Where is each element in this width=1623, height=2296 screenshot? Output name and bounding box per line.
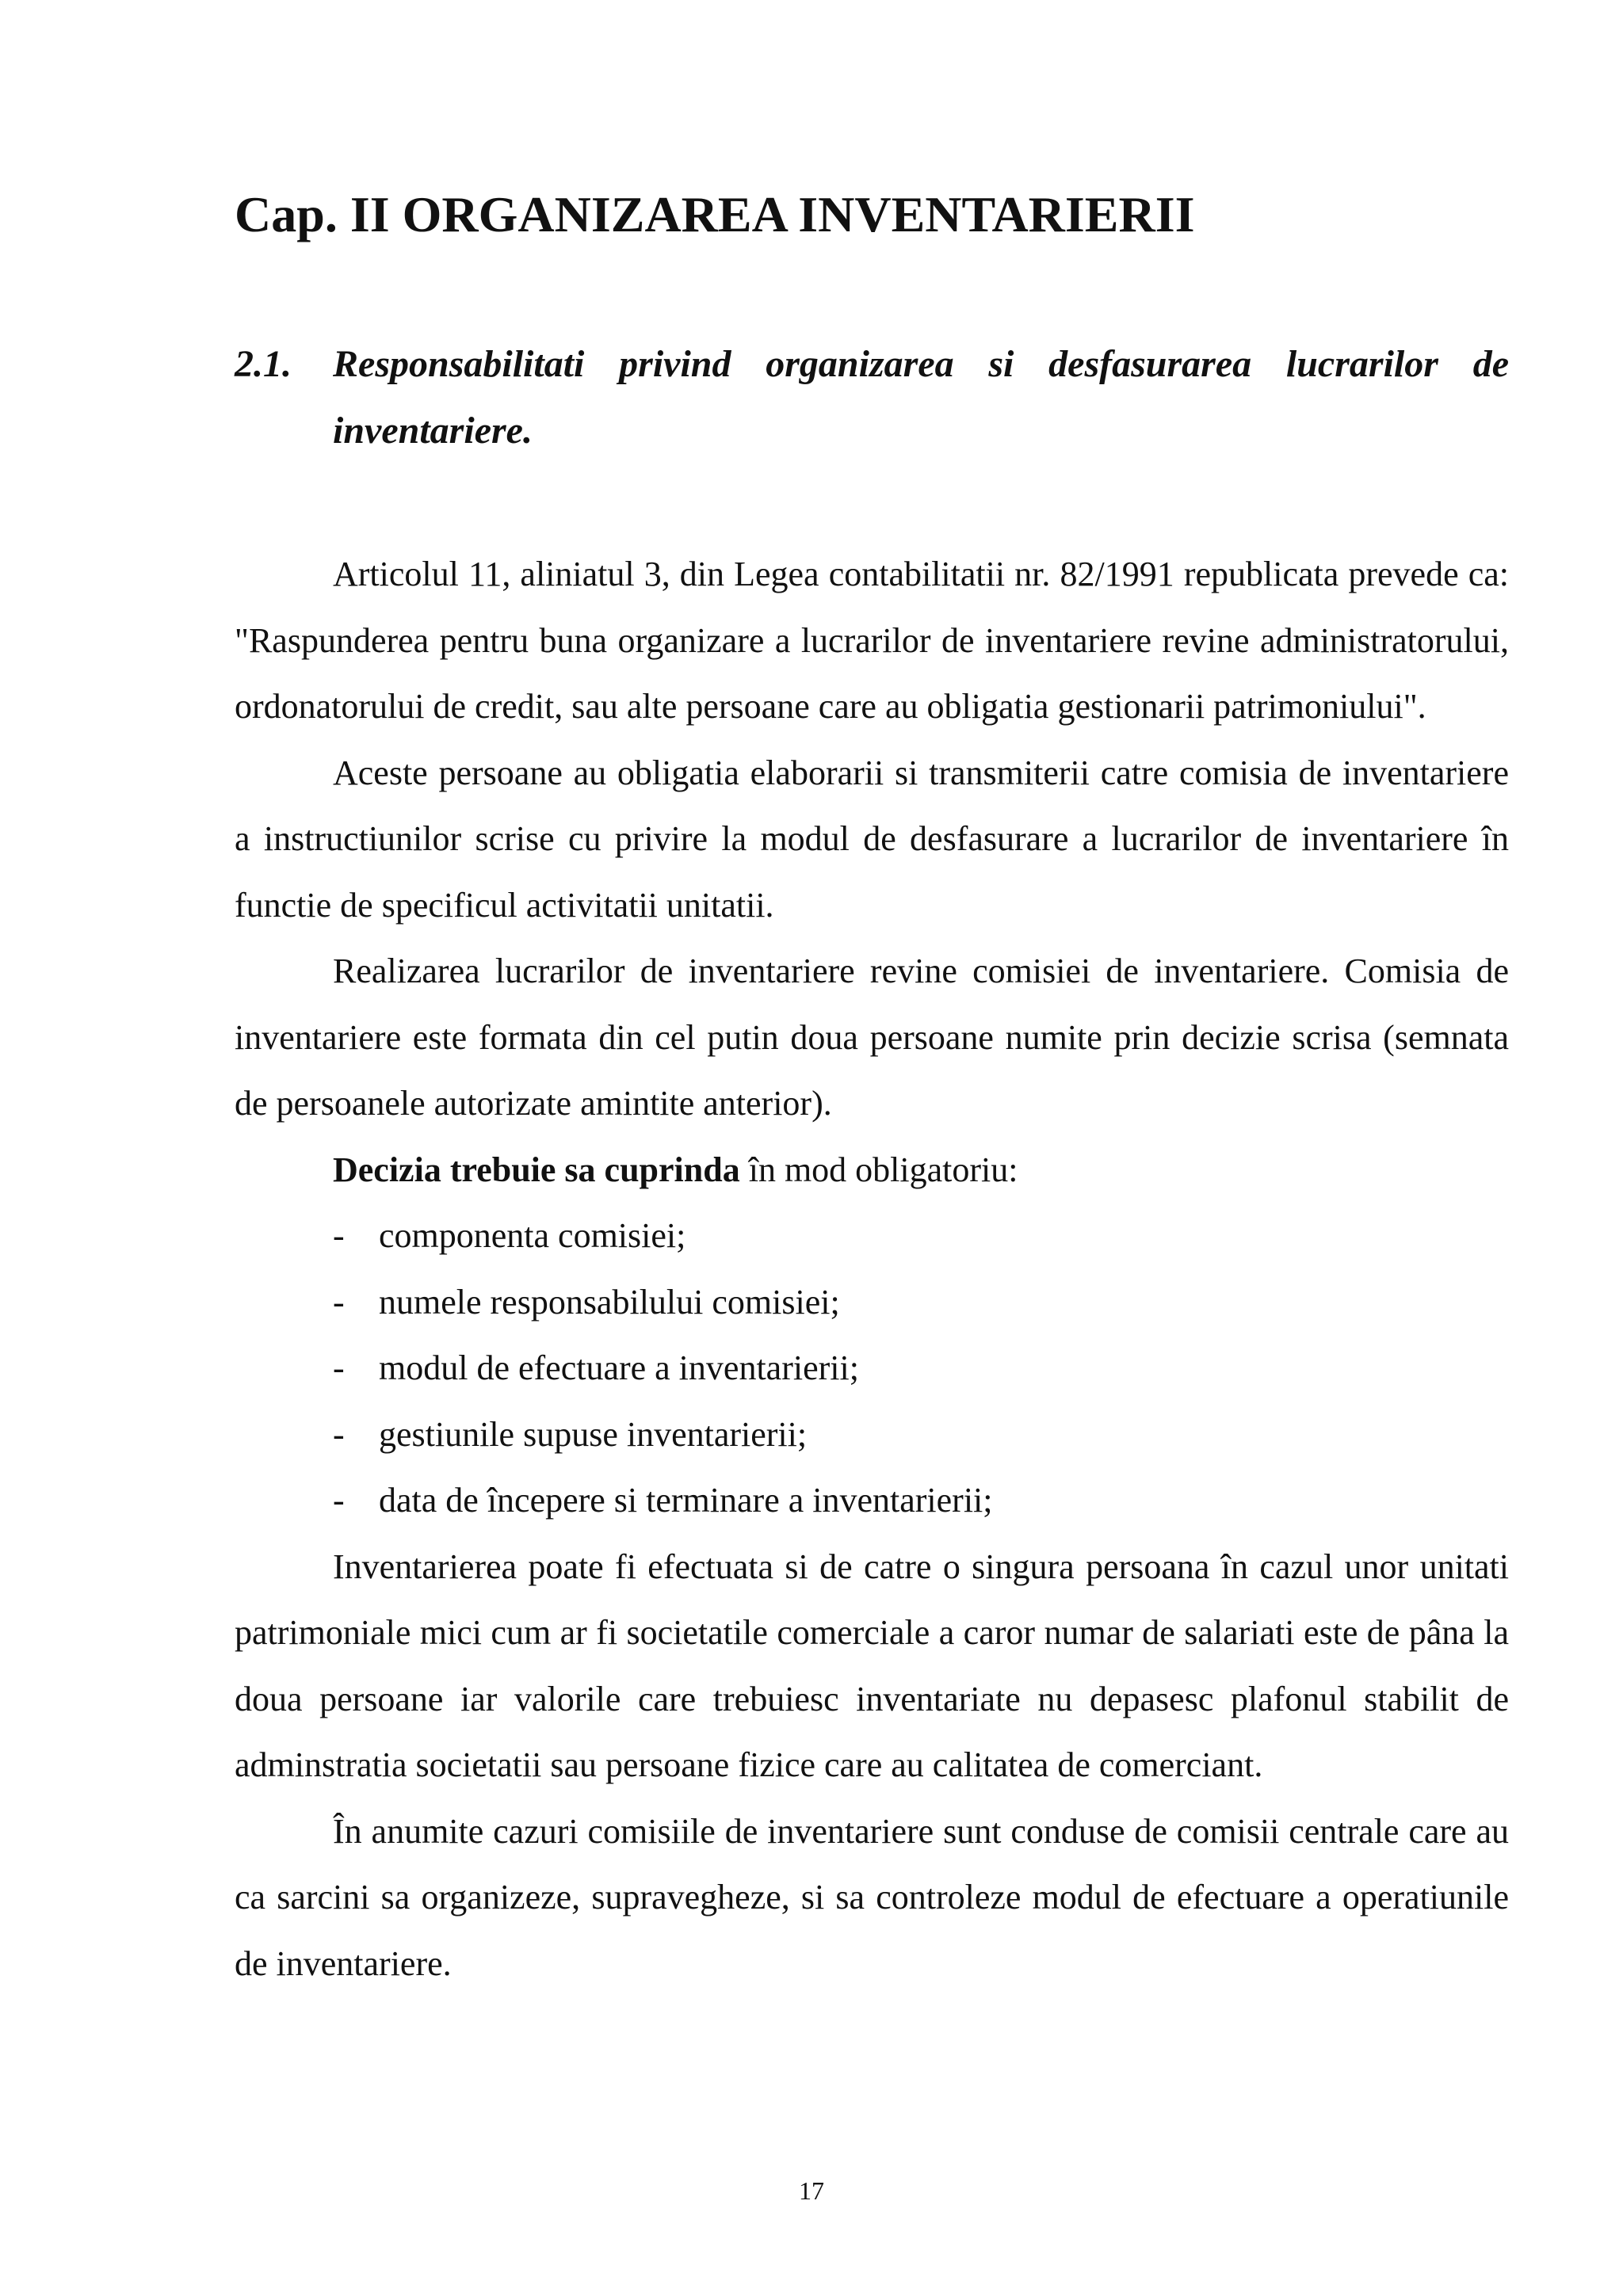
- list-item-text: modul de efectuare a inventarierii;: [379, 1348, 859, 1387]
- list-dash: -: [333, 1414, 345, 1454]
- list-item: [235, 1467, 1509, 1534]
- list-item: [235, 1402, 1509, 1468]
- section-title: Responsabilitati privind organizarea si desfasurarea lucrarilor de inventariere.: [333, 343, 1509, 452]
- paragraph-law-article: Articolul 11, aliniatul 3, din Legea contabilitatii nr. 82/1991 republicata prevede ca: "Raspunderea pentru buna organizare a lucrarilor de inventariere revine administratorului, ordonatorului de credit, sau alte persoane care au obligatia gestionarii patrimoniului".: [235, 555, 1509, 726]
- list-dash: -: [333, 1282, 345, 1322]
- list-item: [235, 1203, 1509, 1269]
- list-item: [235, 1335, 1509, 1402]
- section-number: 2.1.: [235, 343, 292, 385]
- decision-bold-lead: Decizia trebuie sa cuprinda: [333, 1150, 740, 1189]
- list-item: [235, 1269, 1509, 1336]
- section-heading: [235, 331, 1509, 464]
- paragraph-central-commissions: În anumite cazuri comisiile de inventariere sunt conduse de comisii centrale care au ca sarcini sa organizeze, supravegheze, si sa controleze modul de efectuare a operatiunile de inventariere.: [235, 1811, 1509, 1983]
- paragraph-commission: Realizarea lucrarilor de inventariere revine comisiei de inventariere. Comisia de inventariere este formata din cel putin doua persoane numite prin decizie scrisa (semnata de persoanele autorizate amintite anterior).: [235, 952, 1509, 1123]
- list-dash: -: [333, 1481, 345, 1520]
- decision-rest: în mod obligatoriu:: [739, 1150, 1018, 1189]
- list-item-text: componenta comisiei;: [379, 1216, 686, 1255]
- list-item-text: data de începere si terminare a inventarierii;: [379, 1481, 993, 1520]
- page-number: 17: [799, 2176, 824, 2205]
- list-dash: -: [333, 1216, 345, 1255]
- list-item-text: numele responsabilului comisiei;: [379, 1282, 840, 1322]
- list-item-text: gestiunile supuse inventarierii;: [379, 1414, 808, 1454]
- chapter-title: Cap. II ORGANIZAREA INVENTARIERII: [235, 186, 1195, 242]
- body-text: [235, 541, 1509, 1997]
- paragraph-obligations: Aceste persoane au obligatia elaborarii si transmiterii catre comisia de inventariere a instructiunilor scrise cu privire la modul de desfasurare a lucrarilor de inventariere în functie de specificul activitatii unitatii.: [235, 753, 1509, 925]
- paragraph-single-person: Inventarierea poate fi efectuata si de catre o singura persoana în cazul unor unitati patrimoniale mici cum ar fi societatile comerciale a caror numar de salariati este de pâna la doua persoane iar valorile care trebuiesc inventariate nu depasesc plafonul stabilit de adminstratia societatii sau persoane fizice care au calitatea de comerciant.: [235, 1547, 1509, 1784]
- paragraph-decision-intro: [235, 1137, 1509, 1203]
- list-dash: -: [333, 1348, 345, 1387]
- decision-requirements-list: [235, 1203, 1509, 1534]
